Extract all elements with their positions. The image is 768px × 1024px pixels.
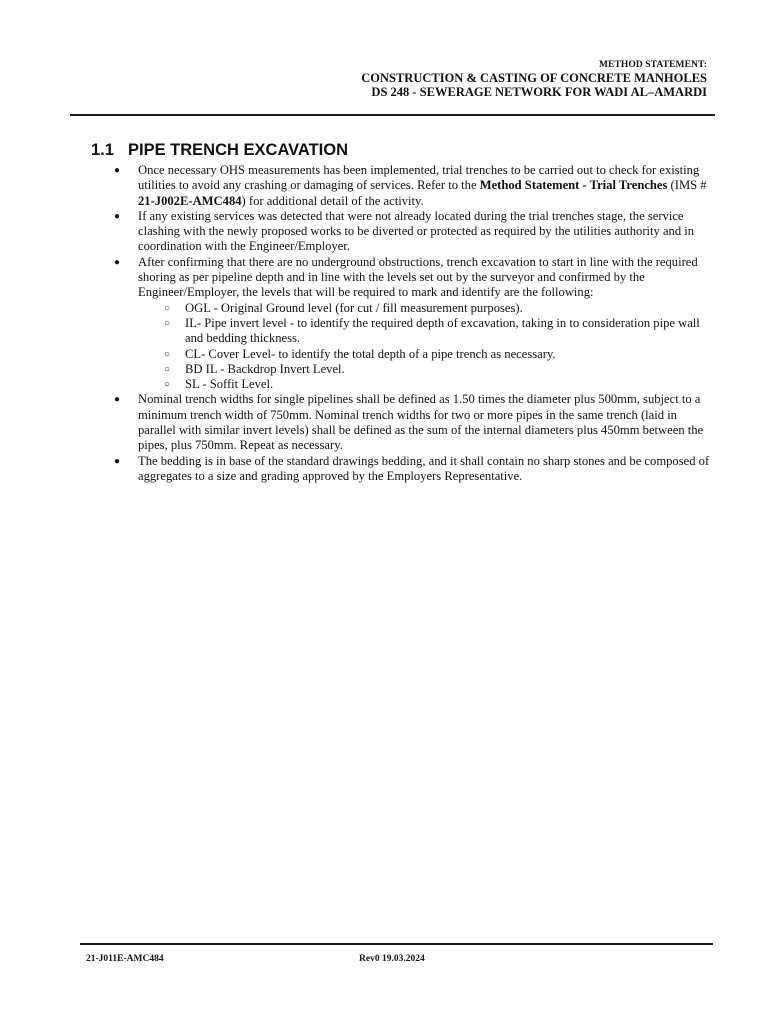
ims-number: 21-J002E-AMC484 — [138, 193, 242, 208]
bullet-item-levels: ● After confirming that there are no underground obstructions, trench excavation to start in line with the required shoring as per pipeline depth and in line with the levels set out by the surveyor and confirmed by the Engineer/Employer, the levels that will be required to mark and identify are the following: ○ OGL - Original Ground level (for cut / fill measurement purposes). ○ IL- Pipe invert level - to identify the required depth of excavation, taking in to consideration pipe wall and bedding thickness. ○ CL- Cover Level- to identify the total depth of a pipe trench as necessary. ○ BD IL - Backdrop Invert Level. ○ SL - Soffit Level. — [112, 255, 717, 393]
header-label: METHOD STATEMENT: — [598, 60, 707, 70]
document-header — [361, 59, 707, 99]
levels-sublist — [138, 301, 717, 393]
section-title: PIPE TRENCH EXCAVATION — [128, 141, 349, 159]
section-body — [112, 163, 717, 484]
footer-divider — [80, 943, 713, 945]
sub-item-il: ○ IL- Pipe invert level - to identify the required depth of excavation, taking in to consideration pipe wall and bedding thickness. — [164, 316, 717, 347]
bullet-item-existing-services: ● If any existing services was detected that were not already located during the trial trenches stage, the service clashing with the newly proposed works to be diverted or protected as required by the utilities authority and in coordination with the Engineer/Employer. — [112, 209, 717, 255]
sub-item-ogl: ○ OGL - Original Ground level (for cut / fill measurement purposes). — [164, 301, 717, 316]
header-project-subtitle: DS 248 - SEWERAGE NETWORK FOR WADI AL–AMARDI — [371, 85, 707, 99]
footer-doc-number: 21-J011E-AMC484 — [86, 954, 164, 964]
footer-revision: Rev0 19.03.2024 — [359, 954, 425, 964]
bullet-item-trial-trenches: ● Once necessary OHS measurements has been implemented, trial trenches to be carried out to check for existing utilities to avoid any crashing or damaging of services. Refer to the Method Statement - Trial Trenches (IMS # 21-J002E-AMC484) for additional detail of the activity. — [112, 163, 717, 209]
method-statement-reference: Method Statement - Trial Trenches — [479, 178, 668, 193]
bullet-list — [112, 163, 717, 484]
bullet-item-trench-widths: ● Nominal trench widths for single pipelines shall be defined as 1.50 times the diameter plus 500mm, subject to a minimum trench width of 750mm. Nominal trench widths for two or more pipes in the same trench (laid in parallel with similar invert levels) shall be defined as the sum of the internal diameters plus 450mm between the pipes, plus 750mm. Repeat as necessary. — [112, 392, 717, 453]
header-project-title: CONSTRUCTION & CASTING OF CONCRETE MANHOLES — [361, 71, 707, 85]
bullet-item-bedding: ● The bedding is in base of the standard drawings bedding, and it shall contain no sharp stones and be composed of aggregates to a size and grading approved by the Employers Representative. — [112, 454, 717, 485]
header-divider — [70, 114, 715, 116]
sub-item-sl: ○ SL - Soffit Level. — [164, 377, 717, 392]
sub-item-bd-il: ○ BD IL - Backdrop Invert Level. — [164, 362, 717, 377]
section-number: 1.1 — [91, 141, 114, 159]
section-heading — [91, 140, 348, 160]
sub-item-cl: ○ CL- Cover Level- to identify the total depth of a pipe trench as necessary. — [164, 347, 717, 362]
